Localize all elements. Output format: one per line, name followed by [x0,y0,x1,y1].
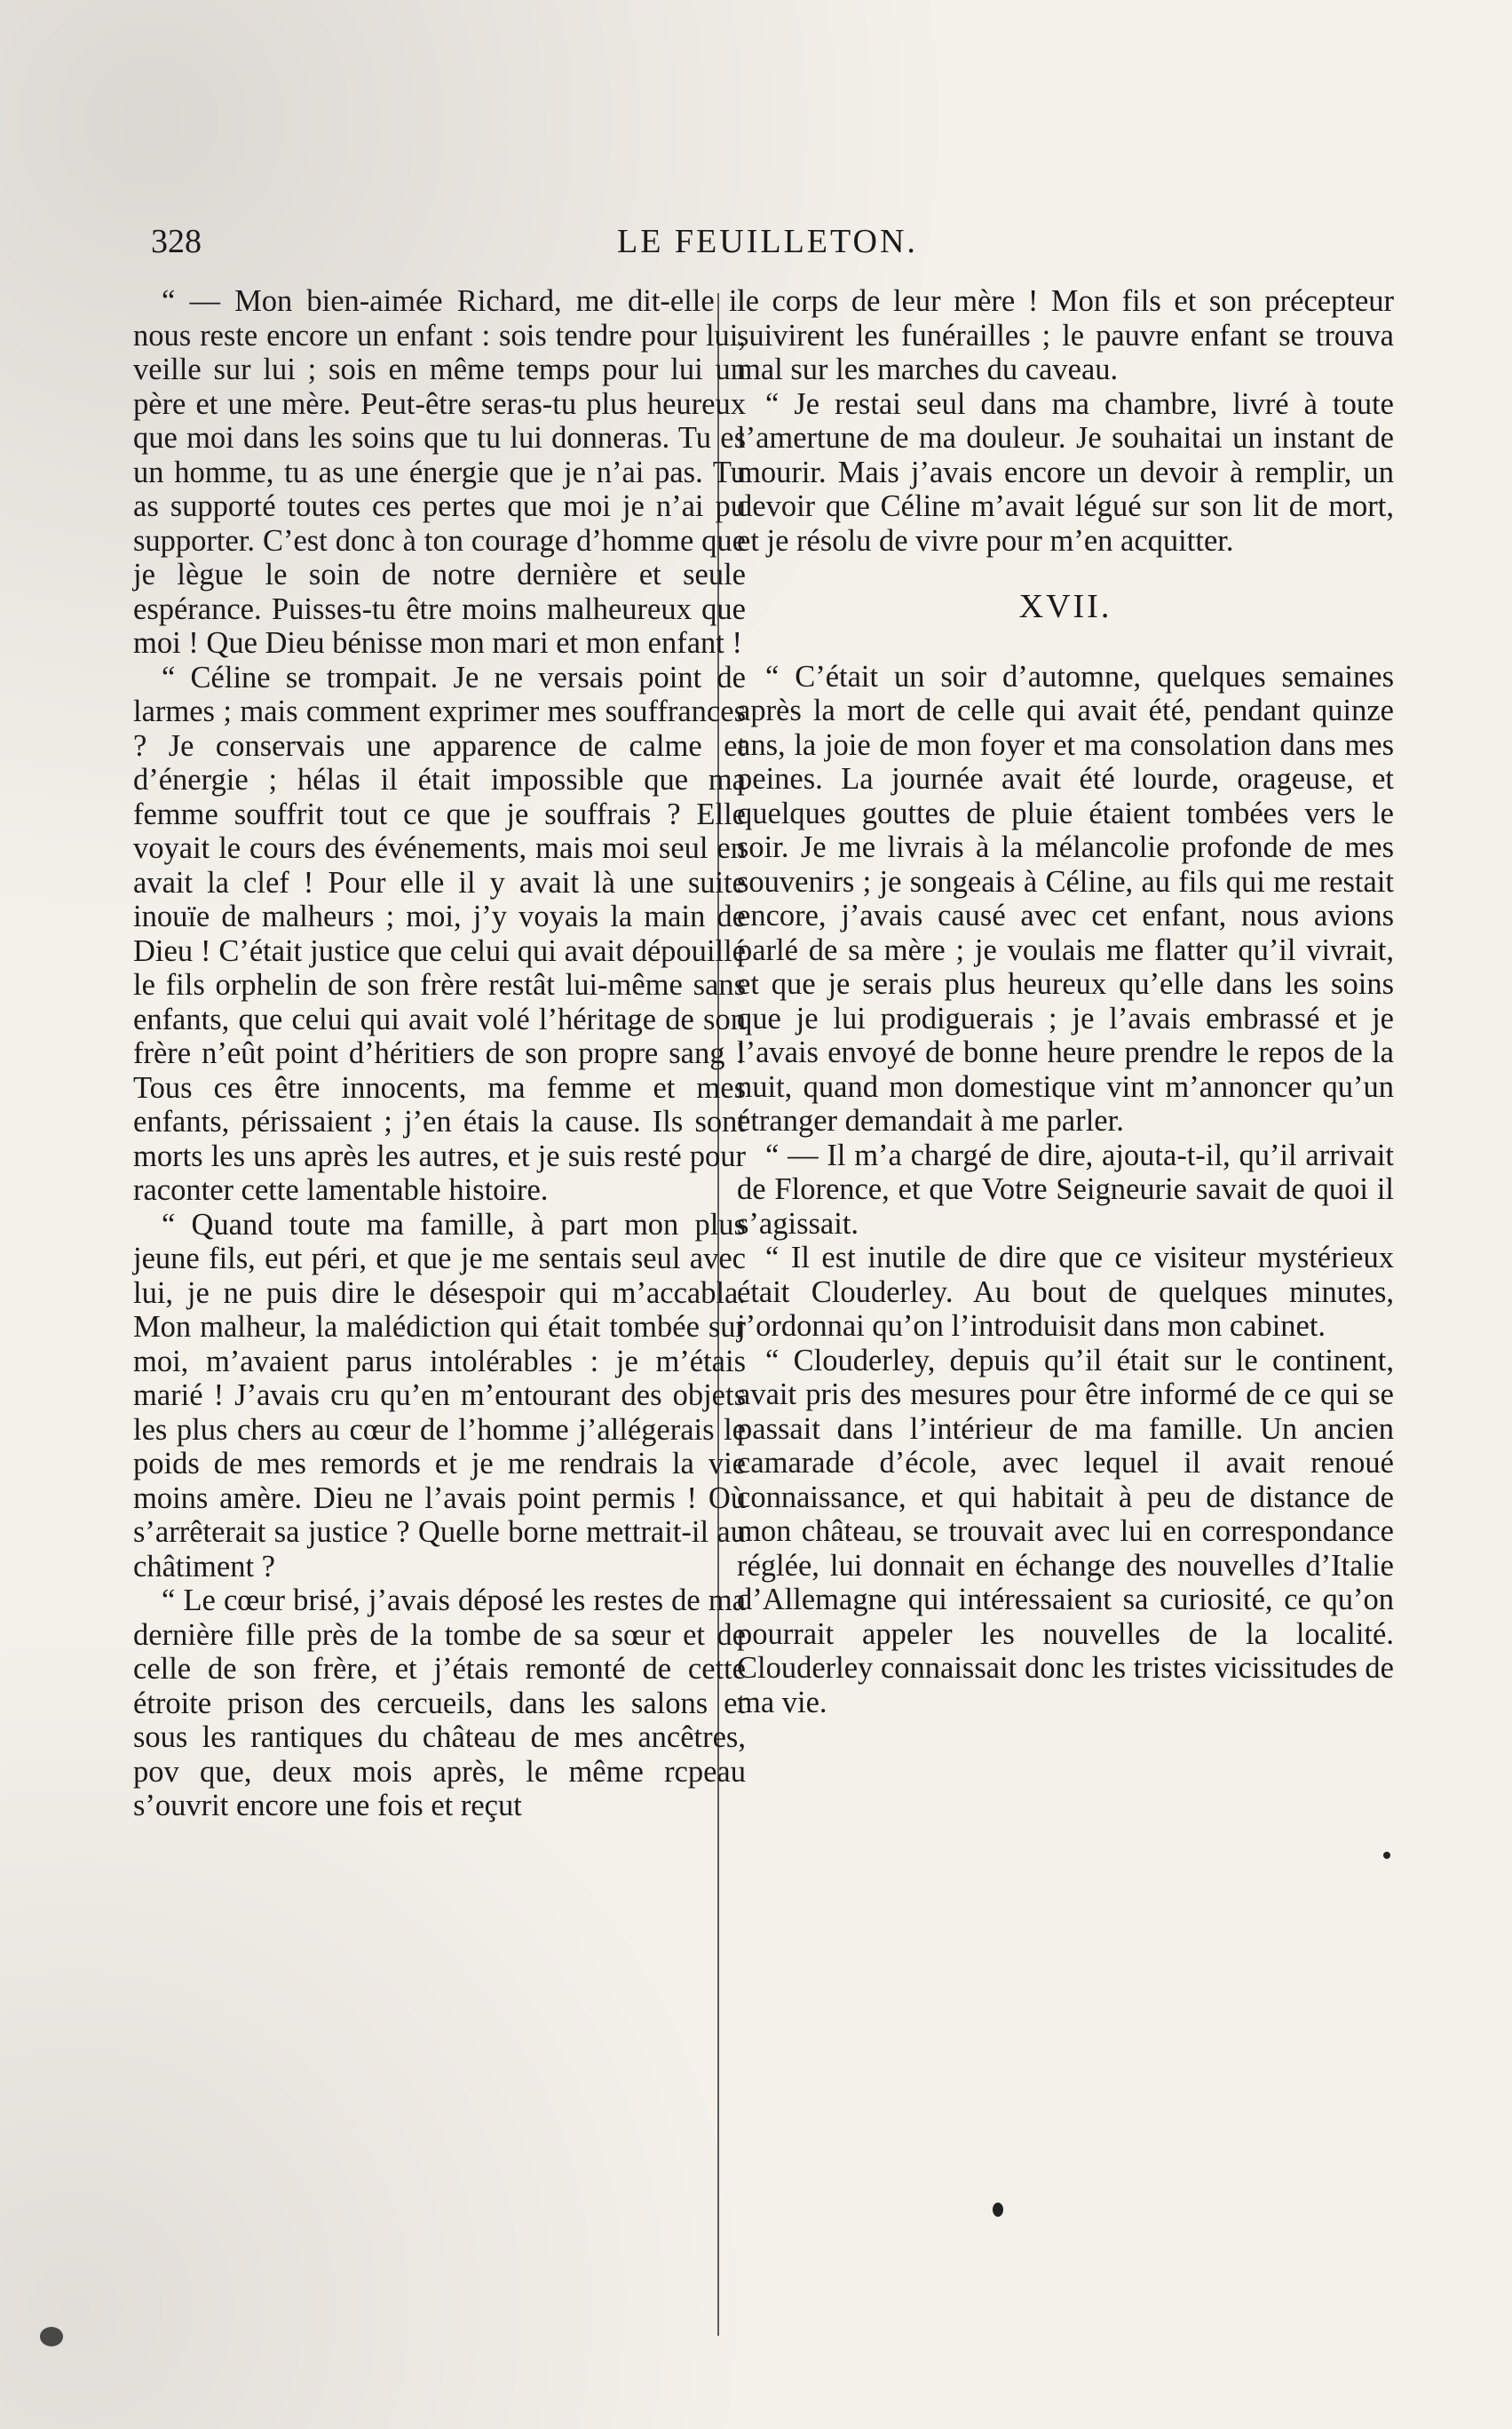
paragraph: le corps de leur mère ! Mon fils et son précepteur suivirent les funérailles ; le pauvre enfant se trouva mal sur les marches du caveau. [737,284,1394,386]
paragraph: “ Céline se trompait. Je ne versais point de larmes ; mais comment exprimer mes souffrances ? Je conservais une apparence de calme et d’énergie ; hélas il était impossible que ma femme souffrit tout ce que je souffrais ? Elle voyait le cours des événements, mais moi seul en avait la clef ! Pour elle il y avait là une suite inouïe de malheurs ; moi, j’y voyais la main de Dieu ! C’était justice que celui qui avait dépouillé le fils orphelin de son frère restât lui-même sans enfants, que celui qui avait volé l’héritage de son frère n’eût point d’héritiers de son propre sang ! Tous ces être innocents, ma femme et mes enfants, périssaient ; j’en étais la cause. Ils sont morts les uns après les autres, et je suis resté pour raconter cette lamentable histoire. [133,660,746,1207]
right-column [737,284,1394,1719]
ink-blot [40,2327,63,2346]
paragraph: “ Je restai seul dans ma chambre, livré à toute l’amertune de ma douleur. Je souhaitai un instant de mourir. Mais j’avais encore un devoir à remplir, un devoir que Céline m’avait légué sur son lit de mort, et je résolu de vivre pour m’en acquitter. [737,386,1394,558]
paragraph: “ Quand toute ma famille, à part mon plus jeune fils, eut péri, et que je me sentais seul avec lui, je ne puis dire le désespoir qui m’accabla. Mon malheur, la malédiction qui était tombée sur moi, m’avaient parus intolérables : je m’étais marié ! J’avais cru qu’en m’entourant des objets les plus chers au cœur de l’homme j’allégerais le poids de mes remords et je me rendrais la vie moins amère. Dieu ne l’avais point permis ! Où s’arrêterait sa justice ? Quelle borne mettrait-il au châtiment ? [133,1207,746,1584]
paragraph: “ — Mon bien-aimée Richard, me dit-elle il nous reste encore un enfant : sois tendre pour lui, veille sur lui ; sois en même temps pour lui un père et une mère. Peut-être seras-tu plus heureux que moi dans les soins que tu lui donneras. Tu es un homme, tu as une énergie que je n’ai pas. Tu as supporté toutes ces pertes que moi je n’ai pu supporter. C’est donc à ton courage d’homme que je lègue le soin de notre dernière et seule espérance. Puisses-tu être moins malheureux que moi ! Que Dieu bénisse mon mari et mon enfant ! [133,284,746,660]
section-heading: XVII. [1018,588,1112,625]
paragraph: “ C’était un soir d’automne, quelques semaines après la mort de celle qui avait été, pendant quinze ans, la joie de mon foyer et ma consolation dans mes peines. La journée avait été lourde, orageuse, et quelques gouttes de pluie étaient tombées vers le soir. Je me livrais à la mélancolie profonde de mes souvenirs ; je songeais à Céline, au fils qui me restait encore, j’avais causé avec cet enfant, nous avions parlé de sa mère ; je voulais me flatter qu’il vivrait, et que je serais plus heureux qu’elle dans les soins que je lui prodiguerais ; je l’avais embrassé et je l’avais envoyé de bonne heure prendre le repos de la nuit, quand mon domestique vint m’annoncer qu’un étranger demandait à me parler. [737,659,1394,1138]
paragraph: “ Le cœur brisé, j’avais déposé les restes de ma dernière fille près de la tombe de sa sœur et de celle de son frère, et j’étais remonté de cette étroite prison des cercueils, dans les salons et sous les rantiques du château de mes ancêtres, pov que, deux mois après, le même rcpeau s’ouvrit encore une fois et reçut [133,1584,746,1822]
page-header [151,222,1394,266]
left-column [133,284,746,1823]
paragraph: “ Clouderley, depuis qu’il était sur le continent, avait pris des mesures pour être informé de ce qui se passait dans l’intérieur de ma famille. Un ancien camarade d’école, avec lequel il avait renoué connaissance, et qui habitait à peu de distance de mon château, se trouvait avec lui en correspondance réglée, lui donnait en échange des nouvelles d’Italie d’Allemagne qui intéressaient sa curiosité, ce qu’on pourrait appeler les nouvelles de la localité. Clouderley connaissait donc les tristes vicissitudes de ma vie. [737,1343,1394,1719]
ink-blot [993,2203,1003,2217]
ink-blot [1383,1852,1390,1859]
paragraph: “ Il est inutile de dire que ce visiteur mystérieux était Clouderley. Au bout de quelques minutes, j’ordonnai qu’on l’introduisit dans mon cabinet. [737,1241,1394,1343]
page-number: 328 [151,223,202,260]
running-title: LE FEUILLETON. [617,223,918,260]
paragraph: “ — Il m’a chargé de dire, ajouta-t-il, qu’il arrivait de Florence, et que Votre Seigneurie savait de quoi il s’agissait. [737,1138,1394,1241]
